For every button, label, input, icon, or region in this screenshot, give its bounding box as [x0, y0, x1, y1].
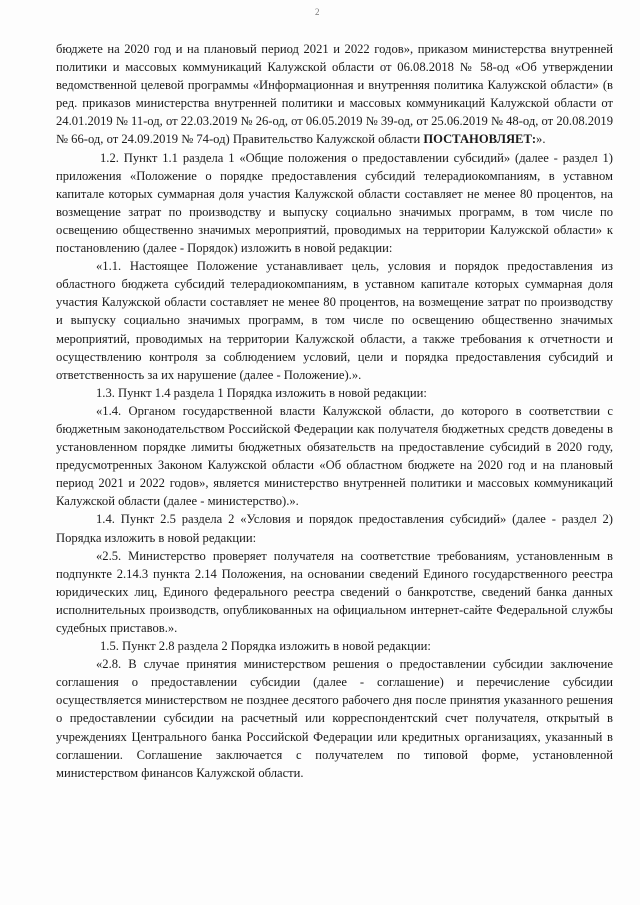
paragraph-quote-2-8: «2.8. В случае принятия министерством решения о предоставлении субсидии заключение соглашения о предоставлении субсидии (далее - соглашение) и перечисление субсидии осуществляется министерством не позднее десятого рабочего дня после принятия указанного решения о предоставлении субсидии на расчетный или корреспондентский счет получателя, открытый в учреждениях Центрального банка Российской Федерации или кредитных организациях, указанный в соглашении. Соглашение заключается с получателем по типовой форме, установленной министерством финансов Калужской области.	[56, 657, 613, 780]
paragraph-quote-1-4: «1.4. Органом государственной власти Калужской области, до которого в соответствии с бюджетным законодательством Российской Федерации как получателя бюджетных средств доведены в установленном порядке лимиты бюджетных обязательств на предоставление субсидий в 2020 году, предусмотренных Законом Калужской области «Об областном бюджете на 2020 год и на плановый период 2021 и 2022 годов», является министерство внутренней политики и массовых коммуникаций Калужской области (далее - министерство).».	[56, 403, 613, 509]
paragraph-quote-2-5: «2.5. Министерство проверяет получателя на соответствие требованиям, установленным в подпункте 2.14.3 пункта 2.14 Положения, на основании сведений Единого государственного реестра юридических лиц, Единого федерального реестра сведений о банкротстве, сведений банка данных исполнительных производств, опубликованных на официальном интернет-сайте Федеральной службы судебных приставов.».	[56, 548, 613, 635]
paragraph-quote-1-1: «1.1. Настоящее Положение устанавливает цель, условия и порядок предоставления из областного бюджета субсидий телерадиокомпаниям, в уставном капитале которых суммарная доля участия Калужской области составляет не менее 80 процентов, на возмещение затрат по производству и выпуску социально значимых программ, в том числе по освещению общественно значимых мероприятий, проводимых на территории Калужской области, а также требования к отчетности и осуществлению контроля за соблюдением условий, цели и порядка предоставления субсидий и ответственность за их нарушение (далее - Положение).».	[56, 259, 613, 382]
paragraph-0-text: бюджете на 2020 год и на плановый период 2021 и 2022 годов», приказом министерства внутренней политики и массовых коммуникаций Калужской области от 06.08.2018 № 58-од «Об утверждении ведомственной целевой программы «Информационная и внутренняя политика Калужской области» (в ред. приказов министерства внутренней политики и массовых коммуникаций Калужской области от 24.01.2019 № 11-од, от 22.03.2019 № 26-од, от 06.05.2019 № 39-од, от 25.06.2019 № 48-од, от 20.08.2019 № 66-од, от 24.09.2019 № 74-од) Правительство Калужской области	[56, 42, 613, 147]
paragraph-1-3: 1.3. Пункт 1.4 раздела 1 Порядка изложить в новой редакции:	[96, 385, 427, 400]
paragraph-1-4: 1.4. Пункт 2.5 раздела 2 «Условия и порядок предоставления субсидий» (далее - раздел 2) Порядка изложить в новой редакции:	[56, 512, 613, 545]
paragraph-0	[56, 40, 613, 149]
postanovlyaet-keyword: ПОСТАНОВЛЯЕТ:	[423, 132, 537, 147]
paragraph-1-5: 1.5. Пункт 2.8 раздела 2 Порядка изложить в новой редакции:	[100, 639, 431, 654]
page-number: 2	[315, 7, 320, 17]
paragraph-1-2: 1.2. Пункт 1.1 раздела 1 «Общие положения о предоставлении субсидий» (далее - раздел 1) приложения «Положение о порядке предоставления субсидий телерадиокомпаниям, в уставном капитале которых суммарная доля участия Калужской области составляет не менее 80 процентов, на возмещение затрат по производству и выпуску социально значимых программ, в том числе по освещению общественно значимых мероприятий, проводимых на территории Калужской области» к постановлению (далее - Порядок) изложить в новой редакции:	[56, 150, 613, 256]
document-body	[56, 40, 613, 782]
paragraph-0-end: ».	[536, 132, 546, 147]
